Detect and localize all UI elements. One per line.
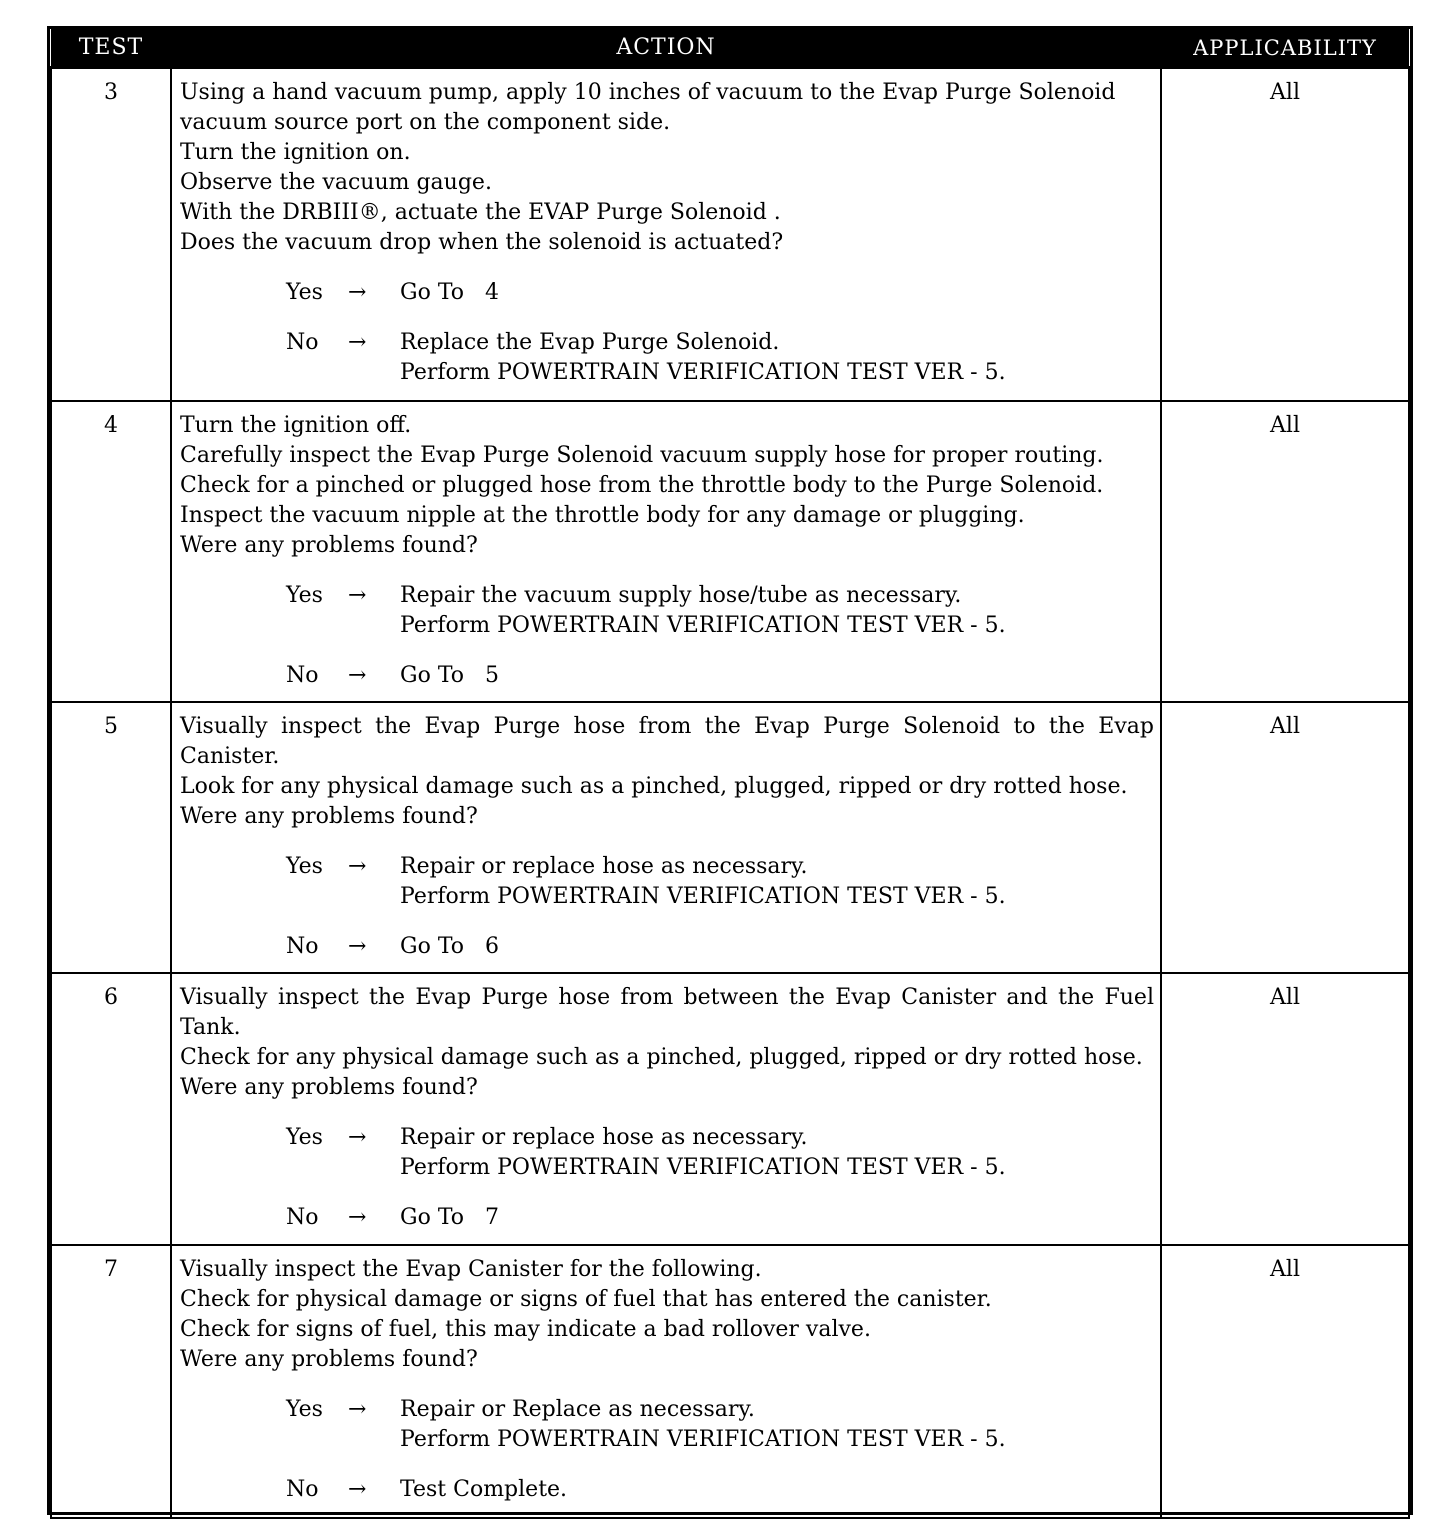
right-arrow-icon: → bbox=[348, 662, 367, 688]
test-row bbox=[51, 973, 1409, 1245]
no-label: No bbox=[286, 330, 319, 355]
header-action: ACTION bbox=[171, 29, 1161, 68]
action-instruction-line: Turn the ignition on. bbox=[180, 140, 411, 165]
yes-outcome bbox=[180, 852, 1154, 912]
action-instruction-line: Look for any physical damage such as a pinched, plugged, ripped or dry rotted hose. bbox=[180, 773, 1128, 799]
outcome-list bbox=[180, 1123, 1154, 1233]
action-instruction-line: Carefully inspect the Evap Purge Solenoid vacuum supply hose for proper routing. bbox=[180, 442, 1104, 468]
right-arrow-icon: → bbox=[348, 1124, 367, 1150]
yes-label: Yes bbox=[286, 853, 323, 879]
test-number: 7 bbox=[51, 1245, 171, 1518]
no-result-text bbox=[400, 328, 1154, 388]
yes-result-text bbox=[400, 278, 1154, 308]
action-instruction-line: Were any problems found? bbox=[180, 1346, 478, 1372]
action-instruction-line: Using a hand vacuum pump, apply 10 inches of vacuum to the Evap Purge Solenoid bbox=[180, 80, 1116, 105]
test-row bbox=[51, 401, 1409, 702]
header-test: TEST bbox=[51, 29, 171, 68]
yes-label: Yes bbox=[286, 1396, 323, 1422]
no-outcome bbox=[180, 661, 1154, 691]
result-line: Perform POWERTRAIN VERIFICATION TEST VER - 5. bbox=[400, 612, 1006, 638]
yes-outcome bbox=[180, 1123, 1154, 1183]
yes-result-text bbox=[400, 1395, 1154, 1455]
test-number: 4 bbox=[51, 401, 171, 702]
result-line: Replace the Evap Purge Solenoid. bbox=[400, 330, 780, 355]
yes-label: Yes bbox=[286, 280, 323, 305]
right-arrow-icon: → bbox=[348, 1476, 367, 1502]
test-number: 5 bbox=[51, 702, 171, 973]
action-instruction-line: Were any problems found? bbox=[180, 532, 478, 558]
result-line: Go To 5 bbox=[400, 662, 499, 688]
result-line: Go To 6 bbox=[400, 933, 499, 959]
outcome-list bbox=[180, 581, 1154, 691]
action-instruction-line: Check for a pinched or plugged hose from the throttle body to the Purge Solenoid. bbox=[180, 472, 1104, 498]
table-header-row bbox=[51, 29, 1409, 68]
diagnostic-table-sheet bbox=[47, 26, 1413, 1515]
no-label: No bbox=[286, 662, 319, 688]
result-line: Repair the vacuum supply hose/tube as necessary. bbox=[400, 582, 962, 608]
yes-result-text bbox=[400, 581, 1154, 641]
outcome-list bbox=[180, 278, 1154, 388]
right-arrow-icon: → bbox=[348, 933, 367, 959]
action-cell bbox=[171, 702, 1161, 973]
no-result-text bbox=[400, 932, 1154, 962]
test-row bbox=[51, 702, 1409, 973]
right-arrow-icon: → bbox=[348, 853, 367, 879]
test-number: 6 bbox=[51, 973, 171, 1245]
action-instruction-line: Were any problems found? bbox=[180, 803, 478, 829]
applicability-value: All bbox=[1161, 973, 1409, 1245]
yes-outcome bbox=[180, 581, 1154, 641]
result-line: Repair or Replace as necessary. bbox=[400, 1396, 755, 1422]
yes-outcome bbox=[180, 278, 1154, 308]
test-number: 3 bbox=[51, 68, 171, 401]
right-arrow-icon: → bbox=[348, 582, 367, 608]
action-cell bbox=[171, 973, 1161, 1245]
action-instruction-line: With the DRBIII®, actuate the EVAP Purge Solenoid . bbox=[180, 200, 781, 225]
outcome-list bbox=[180, 852, 1154, 962]
no-label: No bbox=[286, 1204, 319, 1230]
result-line: Perform POWERTRAIN VERIFICATION TEST VER - 5. bbox=[400, 1154, 1006, 1180]
no-outcome bbox=[180, 932, 1154, 962]
action-instruction-line: Turn the ignition off. bbox=[180, 412, 412, 438]
test-row bbox=[51, 1245, 1409, 1518]
action-instruction-line: Does the vacuum drop when the solenoid is actuated? bbox=[180, 230, 784, 255]
applicability-value: All bbox=[1161, 401, 1409, 702]
result-line: Go To 4 bbox=[400, 280, 499, 305]
result-line: Perform POWERTRAIN VERIFICATION TEST VER - 5. bbox=[400, 1426, 1006, 1452]
yes-label: Yes bbox=[286, 582, 323, 608]
action-cell bbox=[171, 1245, 1161, 1518]
yes-result-text bbox=[400, 1123, 1154, 1183]
no-outcome bbox=[180, 1203, 1154, 1233]
result-line: Go To 7 bbox=[400, 1204, 499, 1230]
action-instruction-line: Were any problems found? bbox=[180, 1074, 478, 1100]
action-instruction-line: Check for physical damage or signs of fuel that has entered the canister. bbox=[180, 1286, 992, 1312]
applicability-value: All bbox=[1161, 702, 1409, 973]
right-arrow-icon: → bbox=[348, 1204, 367, 1230]
result-line: Test Complete. bbox=[400, 1476, 568, 1502]
no-label: No bbox=[286, 933, 319, 959]
no-outcome bbox=[180, 1475, 1154, 1505]
diagnostic-test-table bbox=[50, 29, 1410, 1519]
action-cell bbox=[171, 401, 1161, 702]
result-line: Perform POWERTRAIN VERIFICATION TEST VER - 5. bbox=[400, 883, 1006, 909]
action-cell bbox=[171, 68, 1161, 401]
action-instruction-line: Visually inspect the Evap Canister for the following. bbox=[180, 1256, 762, 1282]
action-instruction-line: Inspect the vacuum nipple at the throttle body for any damage or plugging. bbox=[180, 502, 1025, 528]
action-instruction-line: Observe the vacuum gauge. bbox=[180, 170, 492, 195]
outcome-list bbox=[180, 1395, 1154, 1505]
no-result-text bbox=[400, 1203, 1154, 1233]
no-result-text bbox=[400, 661, 1154, 691]
action-instruction-line: Canister. bbox=[180, 743, 280, 769]
yes-result-text bbox=[400, 852, 1154, 912]
action-instruction-line: Tank. bbox=[180, 1014, 241, 1040]
action-instruction-line: Check for any physical damage such as a pinched, plugged, ripped or dry rotted hose. bbox=[180, 1044, 1143, 1070]
no-result-text bbox=[400, 1475, 1154, 1505]
applicability-value: All bbox=[1161, 1245, 1409, 1518]
no-outcome bbox=[180, 328, 1154, 388]
action-instruction-line: Visually inspect the Evap Purge hose from the Evap Purge Solenoid to the Evap bbox=[180, 713, 1154, 739]
yes-label: Yes bbox=[286, 1124, 323, 1150]
right-arrow-icon: → bbox=[348, 280, 367, 305]
result-line: Repair or replace hose as necessary. bbox=[400, 853, 808, 879]
result-line: Repair or replace hose as necessary. bbox=[400, 1124, 808, 1150]
yes-outcome bbox=[180, 1395, 1154, 1455]
action-instruction-line: Visually inspect the Evap Purge hose from between the Evap Canister and the Fuel bbox=[180, 984, 1154, 1010]
right-arrow-icon: → bbox=[348, 330, 367, 355]
result-line: Perform POWERTRAIN VERIFICATION TEST VER - 5. bbox=[400, 360, 1006, 385]
no-label: No bbox=[286, 1476, 319, 1502]
right-arrow-icon: → bbox=[348, 1396, 367, 1422]
action-instruction-line: Check for signs of fuel, this may indicate a bad rollover valve. bbox=[180, 1316, 871, 1342]
action-instruction-line: vacuum source port on the component side. bbox=[180, 110, 671, 135]
header-applicability: APPLICABILITY bbox=[1161, 29, 1409, 68]
applicability-value: All bbox=[1161, 68, 1409, 401]
test-row bbox=[51, 68, 1409, 401]
